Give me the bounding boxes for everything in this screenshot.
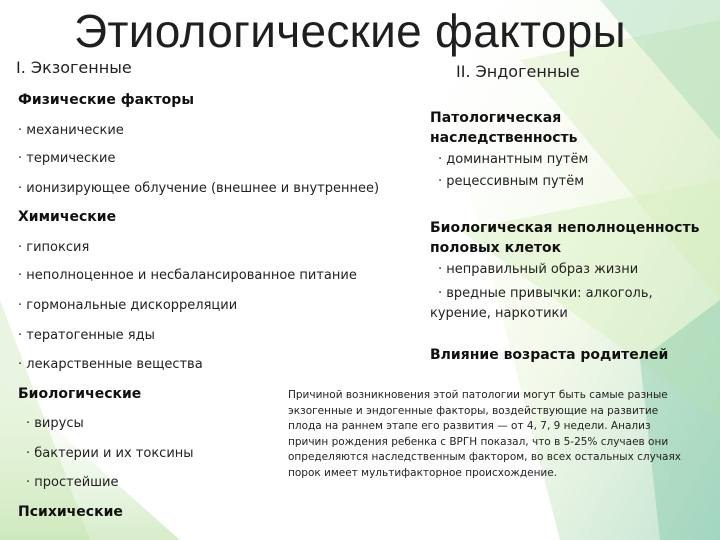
list-item: · рецессивным путём [438,174,585,189]
list-item: · ионизирующее облучение (внешнее и внутреннее) [18,181,380,196]
age-heading: Влияние возраста родителей [430,347,669,363]
list-item: · вирусы [26,416,84,431]
list-item: · неполноценное и несбалансированное питание [18,268,357,283]
germ-heading: Биологическая неполноценность половых клеток [430,220,700,256]
page-title: Этиологические факторы [74,5,626,57]
list-item: · лекарственные вещества [18,357,203,372]
endogenous-heading: II. Эндогенные [456,62,580,81]
list-item: · термические [18,151,116,166]
list-item: · механические [18,123,124,138]
psychic-heading: Психические [18,504,123,520]
list-item: · вредные привычки: алкоголь, курение, наркотики [430,286,653,321]
note-paragraph: Причиной возникновения этой патологии могут быть самые разные экзогенные и эндогенные факторы, воздействующие на развитие плода на раннем этапе его развития — от 4, 7, 9 недели. Анализ причин рождения ребенка с ВРГН показал, что в 5-25% случаев они определяются наследственным фактором, во всех остальных случаях порок имеет мультифакторное происхождение. [288,389,681,479]
list-item: · доминантным путём [438,152,589,167]
list-item: · простейшие [26,475,119,490]
biological-heading: Биологические [18,386,142,402]
list-item: · гормональные дискорреляции [18,298,238,313]
physical-heading: Физические факторы [18,92,194,108]
exogenous-heading: I. Экзогенные [16,58,132,77]
list-item: · неправильный образ жизни [438,262,639,277]
chemical-heading: Химические [18,209,117,225]
list-item: · гипоксия [18,240,90,255]
list-item: · бактерии и их токсины [26,446,194,461]
list-item: · тератогенные яды [18,328,155,343]
heredity-heading: Патологическая наследственность [430,110,578,146]
